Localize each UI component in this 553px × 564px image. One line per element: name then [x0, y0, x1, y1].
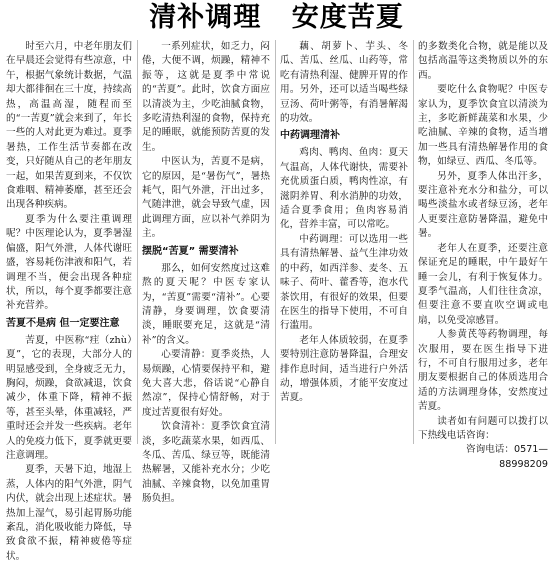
paragraph: 那么，如何安然度过这难熬的夏天呢？中医专家认为，“苦夏”需要“清补”。心要清静，身要调理，饮食要清淡，睡眠要充足，这就是“清补”的含义。 [142, 262, 270, 346]
paragraph: 中药调理：可以选用一些具有清热解暑、益气生津功效的中药，如西洋参、麦冬、五味子、荷叶、藿香等，泡水代茶饮用，有很好的效果，但要在医生的指导下使用，不可自行滥用。 [280, 233, 408, 332]
column-divider [137, 40, 138, 444]
paragraph: 一系列症状，如乏力，闷倦，大便不调，烦躁，精神不振等，这就是夏季中常说的“苦夏”。此时，饮食方面应以清淡为主，少吃油腻食物，多吃清热利湿的食物，保持充足的睡眠，就能预防苦夏的发生。 [142, 41, 270, 153]
paragraph: 人参黄芪等药物调理，每次服用，要在医生指导下进行，不可自行服用过多，老年朋友要根据自己的体质选用合适的方法调理身体，安然度过苦夏。 [418, 329, 548, 413]
paragraph: 要吃什么食物呢？中医专家认为，夏季饮食宜以清淡为主，多吃新鲜蔬菜和水果，少吃油腻、辛辣的食物，适当增加一些具有清热解暑作用的食物，如绿豆、西瓜、冬瓜等。 [418, 84, 548, 168]
column-3 [280, 40, 408, 444]
paragraph: 另外，夏季人体出汗多，要注意补充水分和盐分，可以喝些淡盐水或者绿豆汤，老年人更要注意防暑降温，避免中暑。 [418, 170, 548, 240]
paragraph: 读者如有问题可以拨打以下热线电话咨询： [418, 415, 548, 441]
paragraph: 中医认为，苦夏不是病，它的原因，是“暑伤气”，暑热耗气，阳气外泄，汗出过多，气随津泄，就会导致气虚，因此调理方面，应以补气养阴为主。 [142, 156, 270, 240]
column-4 [418, 40, 548, 470]
title-right: 安度苦夏 [291, 2, 404, 33]
section-heading: 摆脱“苦夏” 需要清补 [142, 245, 239, 257]
column-divider [413, 40, 414, 444]
hotline-phone: 咨询电话：0571—88998209 [466, 444, 548, 470]
paragraph: 藕、胡萝卜、芋头、冬瓜、苦瓜、丝瓜、山药等，常吃有清热利湿、健脾开胃的作用。另外，还可以适当喝些绿豆汤、荷叶粥等，有消暑解渴的功效。 [280, 41, 408, 125]
paragraph: 老年人体质较弱，在夏季要特别注意防暑降温，合理安排作息时间，适当进行户外活动，增强体质，才能平安度过苦夏。 [280, 334, 408, 404]
column-divider [275, 40, 276, 444]
paragraph: 饮食清补：夏季饮食宜清淡，多吃蔬菜水果，如西瓜、冬瓜、苦瓜、绿豆等，既能清热解暑，又能补充水分；少吃油腻、辛辣食物，以免加重胃肠负担。 [142, 421, 270, 505]
article-title [0, 2, 553, 34]
title-left: 清补调理 [149, 2, 262, 33]
column-1 [6, 40, 132, 562]
paragraph: 心要清静：夏季炎热，人易烦躁，心情要保持平和，避免大喜大悲，俗话说“心静自然凉”，保持心情舒畅，对于度过苦夏很有好处。 [142, 349, 270, 418]
paragraph: 苦夏，中医称“疰（zhù）夏”，它的表现，大部分人的明显感受到，全身疲乏无力，胸闷，烦躁，食欲减退，饮食减少，体重下降，精神不振等，甚至头晕，体重减轻，严重时还会并发一些疾病。老年人的免疫力低下，夏季就更要注意调理。 [6, 334, 132, 461]
paragraph: 时至六月，中老年朋友们在早晨还会觉得有些凉意，中午，根据气象统计数据，气温却大都徘徊在三十度，持续高热，高温高湿，随程而至的“一苦夏”就会来到了，年长一些的人对此更为难过。夏季暑热，工作生活节奏都在改变，只好随从自己的老年朋友一起，如果苦夏到来，不仅饮食难咽、精神萎靡，甚至还会出现各种疾病。 [6, 41, 132, 211]
paragraph: 夏季，天暑下迫，地湿上蒸，人体内的阳气外泄，阴气内伏，就会出现上述症状。暑热加上湿气，易引起胃肠功能紊乱，消化吸收能力降低，导致食欲不振，精神疲倦等症状。 [6, 464, 132, 562]
paragraph: 夏季为什么要注重调理呢？中医理论认为，夏季暑湿偏盛，阳气外泄，人体代谢旺盛，容易耗伤津液和阳气，若调理不当，便会出现各种症状，所以，每个夏季都要注意补充营养。 [6, 213, 132, 312]
column-2 [142, 40, 270, 505]
paragraph: 的多数类化合物，就是能以及包括高温等这类物质以外的东西。 [418, 41, 548, 81]
section-heading: 中药调理清补 [280, 130, 340, 142]
paragraph: 老年人在夏季，还要注意保证充足的睡眠，中午最好午睡一会儿，有利于恢复体力。夏季气温高，人们往往贪凉，但要注意不要直吹空调或电扇，以免受凉感冒。 [418, 242, 548, 326]
paragraph: 鸡肉、鸭肉、鱼肉：夏天气温高，人体代谢快，需要补充优质蛋白质，鸭肉性凉，有滋阴养胃、利水消肿的功效，适合夏季食用；鱼肉容易消化，营养丰富，可以常吃。 [280, 147, 408, 231]
section-heading: 苦夏不是病 但一定要注意 [6, 317, 120, 329]
